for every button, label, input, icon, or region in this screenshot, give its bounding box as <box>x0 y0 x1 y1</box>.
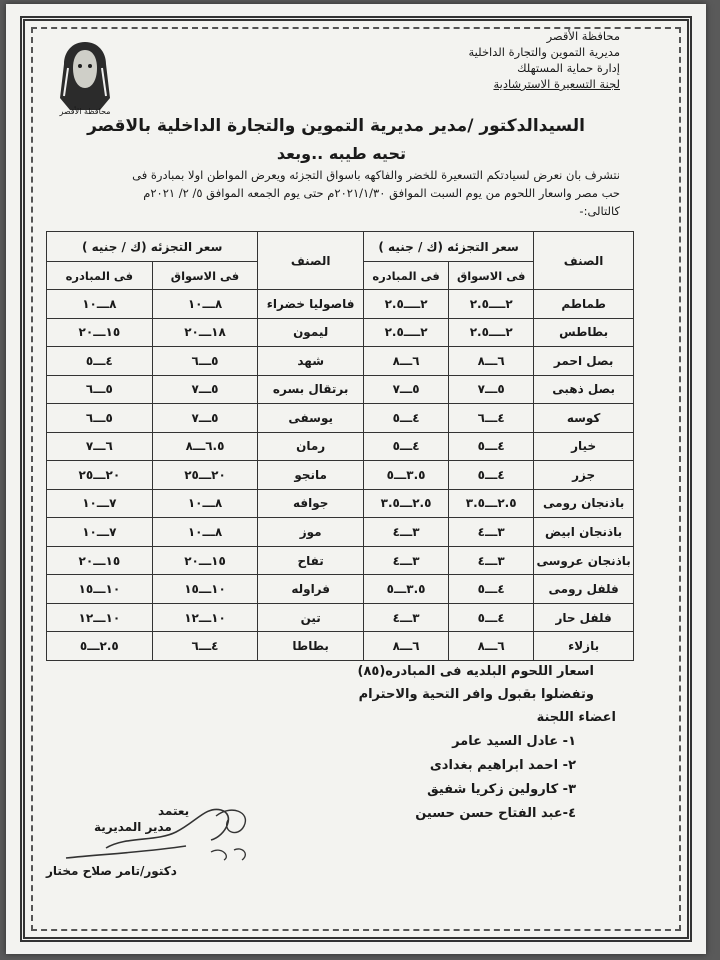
table-cell: ٧ـــ١٠ <box>47 489 153 518</box>
table-cell: ٢٠ـــ٢٥ <box>47 461 153 490</box>
intro-paragraph <box>30 166 620 220</box>
table-cell: ٦ـــ٨ <box>449 347 534 376</box>
table-cell: ٢ــــ٢.٥ <box>364 318 449 347</box>
intro-line: حب مصر واسعار اللحوم من يوم السبت الموافق ٢٠٢١/١/٣٠م حتى يوم الجمعه الموافق ٥/ ٢/ ٢٠٢١م <box>143 186 620 200</box>
table-cell: جوافه <box>258 489 364 518</box>
table-cell: فلفل رومى <box>534 575 634 604</box>
members-list <box>415 730 576 826</box>
table-cell: ٣ـــ٤ <box>449 546 534 575</box>
table-cell: يوسفى <box>258 404 364 433</box>
table-cell: ٢.٥ـــ٣.٥ <box>449 489 534 518</box>
intro-line: نتشرف بان نعرض لسيادتكم التسعيرة للخضر والفاكهه باسواق التجزئه ويعرض المواطن اولا بمبادرة فى <box>132 168 620 182</box>
table-cell: ١٥ـــ٢٠ <box>47 546 153 575</box>
table-cell: ٨ـــ١٠ <box>152 290 258 319</box>
table-cell: بطاطا <box>258 632 364 661</box>
table-cell: ٣ـــ٤ <box>449 518 534 547</box>
table-cell: ٤ـــ٥ <box>47 347 153 376</box>
greeting: تحيه طيبه ..وبعد <box>276 144 406 163</box>
table-cell: ٥ـــ٦ <box>47 404 153 433</box>
initiative-header: فى المبادره <box>47 262 153 290</box>
table-cell: ٤ـــ٥ <box>449 461 534 490</box>
table-row <box>47 489 634 518</box>
table-cell: ٣.٥ـــ٥ <box>364 575 449 604</box>
table-cell: ٧ـــ١٠ <box>47 518 153 547</box>
table-cell: ٤ـــ٦ <box>449 404 534 433</box>
table-row <box>47 575 634 604</box>
table-cell: ٨ـــ١٠ <box>47 290 153 319</box>
table-cell: ٢.٥ـــ٣.٥ <box>364 489 449 518</box>
table-cell: ٣.٥ـــ٥ <box>364 461 449 490</box>
table-cell: فراوله <box>258 575 364 604</box>
table-cell: ٢.٥ـــ٥ <box>47 632 153 661</box>
members-title: اعضاء اللجنة <box>536 710 616 725</box>
letter-title: السيدالدكتور /مدير مديرية التموين والتجارة الداخلية بالاقصر <box>87 116 585 136</box>
table-cell: ٦.٥ـــ٨ <box>152 432 258 461</box>
letterhead-line: مديرية التموين والتجارة الداخلية <box>468 45 620 59</box>
table-row <box>47 318 634 347</box>
price-table-body <box>47 290 634 661</box>
table-cell: بازلاء <box>534 632 634 661</box>
table-cell: فلفل حار <box>534 603 634 632</box>
markets-header: فى الاسواق <box>449 262 534 290</box>
letterhead-line: محافظة الأقصر <box>546 29 620 43</box>
table-row <box>47 461 634 490</box>
approval-label: يعتمد <box>158 804 190 818</box>
closing-line: وتفضلوا بقبول وافر التحية والاحترام <box>358 687 594 702</box>
table-cell: ٥ـــ٧ <box>449 375 534 404</box>
table-cell: ٥ـــ٧ <box>152 375 258 404</box>
table-cell: ٤ـــ٥ <box>449 432 534 461</box>
member-item: ٢- احمد ابراهيم بغدادى <box>429 758 576 773</box>
table-cell: باذنجان رومى <box>534 489 634 518</box>
item-header-left: الصنف <box>258 232 364 290</box>
table-row <box>47 603 634 632</box>
table-cell: باذنجان ابيض <box>534 518 634 547</box>
table-cell: ٤ـــ٥ <box>449 575 534 604</box>
table-cell: موز <box>258 518 364 547</box>
table-cell: ٥ـــ٧ <box>364 375 449 404</box>
table-cell: ١٥ـــ٢٠ <box>152 546 258 575</box>
table-cell: جزر <box>534 461 634 490</box>
table-cell: بطاطس <box>534 318 634 347</box>
table-cell: ١٠ـــ١٥ <box>47 575 153 604</box>
table-cell: ١٠ـــ١٥ <box>152 575 258 604</box>
director-role: مدير المديرية <box>94 820 172 834</box>
table-row <box>47 375 634 404</box>
table-cell: خيار <box>534 432 634 461</box>
table-cell: باذنجان عروسى <box>534 546 634 575</box>
initiative-header: فى المبادره <box>364 262 449 290</box>
table-cell: برتقال بسره <box>258 375 364 404</box>
table-cell: ٦ـــ٨ <box>364 347 449 376</box>
table-cell: ٢ــــ٢.٥ <box>364 290 449 319</box>
table-cell: كوسه <box>534 404 634 433</box>
table-cell: ٦ـــ٨ <box>449 632 534 661</box>
meat-price-note: اسعار اللحوم البلديه فى المبادره(٨٥) <box>357 664 594 679</box>
letterhead-line: لجنة التسعيرة الاسترشادية <box>493 77 620 91</box>
pharaoh-logo-icon <box>54 38 116 114</box>
table-cell: ٤ـــ٥ <box>449 603 534 632</box>
table-cell: ١٥ـــ٢٠ <box>47 318 153 347</box>
table-cell: فاصوليا خضراء <box>258 290 364 319</box>
markets-header: فى الاسواق <box>152 262 258 290</box>
table-cell: بصل احمر <box>534 347 634 376</box>
director-name: دكتور/تامر صلاح مختار <box>46 864 177 878</box>
table-cell: ٦ـــ٧ <box>47 432 153 461</box>
table-cell: تين <box>258 603 364 632</box>
price-header-right: سعر التجزئه (ك / جنيه ) <box>364 232 534 262</box>
table-cell: تفاح <box>258 546 364 575</box>
table-cell: ٥ـــ٦ <box>152 347 258 376</box>
table-row <box>47 432 634 461</box>
table-cell: رمان <box>258 432 364 461</box>
table-cell: ٨ـــ١٠ <box>152 518 258 547</box>
price-table <box>46 231 634 661</box>
table-cell: ٤ـــ٥ <box>364 432 449 461</box>
table-cell: ٢ــــ٢.٥ <box>449 290 534 319</box>
table-cell: ٨ـــ١٠ <box>152 489 258 518</box>
member-item: ١- عادل السيد عامر <box>452 734 576 749</box>
table-cell: ٤ـــ٦ <box>152 632 258 661</box>
table-cell: ٢٠ـــ٢٥ <box>152 461 258 490</box>
table-cell: ٤ـــ٥ <box>364 404 449 433</box>
item-header-right: الصنف <box>534 232 634 290</box>
letterhead-line: إدارة حماية المستهلك <box>517 61 620 75</box>
price-table-wrapper <box>46 231 634 661</box>
table-cell: ٣ـــ٤ <box>364 603 449 632</box>
member-item: ٤-عبد الفتاح حسن حسين <box>415 806 576 821</box>
member-item: ٣- كارولين زكريا شفيق <box>427 782 576 797</box>
table-cell: ٣ـــ٤ <box>364 546 449 575</box>
table-cell: ٥ـــ٧ <box>152 404 258 433</box>
logo-caption: محافظة الأقصر <box>59 107 111 116</box>
table-row <box>47 404 634 433</box>
letterhead <box>400 28 620 92</box>
table-row <box>47 347 634 376</box>
table-cell: ١٨ـــ٢٠ <box>152 318 258 347</box>
intro-line: كالتالى:- <box>579 204 620 218</box>
table-cell: شهد <box>258 347 364 376</box>
table-cell: ٦ـــ٨ <box>364 632 449 661</box>
table-row <box>47 518 634 547</box>
document-page <box>6 4 706 954</box>
price-header-left: سعر التجزئه (ك / جنيه ) <box>47 232 258 262</box>
table-cell: ١٠ـــ١٢ <box>47 603 153 632</box>
table-cell: ٣ـــ٤ <box>364 518 449 547</box>
table-row <box>47 546 634 575</box>
table-row <box>47 290 634 319</box>
table-cell: ٥ـــ٦ <box>47 375 153 404</box>
table-cell: مانجو <box>258 461 364 490</box>
table-cell: ليمون <box>258 318 364 347</box>
table-cell: ١٠ـــ١٢ <box>152 603 258 632</box>
table-row <box>47 632 634 661</box>
table-cell: ٢ــــ٢.٥ <box>449 318 534 347</box>
table-cell: طماطم <box>534 290 634 319</box>
table-cell: بصل ذهبى <box>534 375 634 404</box>
